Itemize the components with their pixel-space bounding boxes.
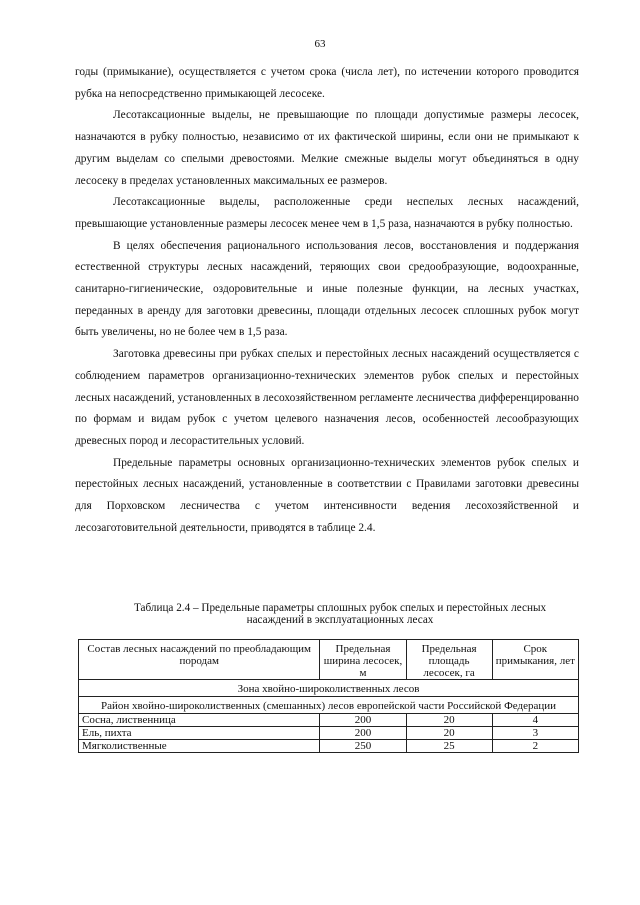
area-cell: 20 [406, 714, 492, 727]
paragraph: годы (примыкание), осуществляется с учетом срока (числа лет), по истечении которого проводится рубка на непосредственно примыкающей лесосеке. [75, 66, 579, 100]
width-cell: 200 [320, 727, 406, 740]
term-cell: 2 [492, 740, 578, 753]
paragraph: Заготовка древесины при рубках спелых и перестойных лесных насаждений осуществляется с соблюдением параметров организационно-технических элементов рубок спелых и перестойных лесных насаждений, установленных в лесохозяйственном регламенте лесничества дифференцированно по формам и видам рубок с учетом целевого назначения лесов, особенностей лесообразующих древесных пород и лесорастительных условий. [75, 348, 579, 447]
column-header: Срок примыкания, лет [492, 640, 578, 680]
table-row [79, 727, 579, 740]
column-header: Предельная площадь лесосек, га [406, 640, 492, 680]
page-number: 63 [314, 38, 326, 50]
width-cell: 200 [320, 714, 406, 727]
table-row [79, 714, 579, 727]
body-text [75, 62, 579, 539]
parameters-table [78, 639, 579, 753]
paragraph: Предельные параметры основных организационно-технических элементов рубок спелых и перестойных лесных насаждений, установленные в соответствии с Правилами заготовки древесины для Порховском лесничества с учетом интенсивности ведения лесохозяйственной и лесозаготовительной деятельности, приводятся в таблице 2.4. [75, 456, 579, 534]
paragraph: Лесотаксационные выделы, расположенные среди неспелых лесных насаждений, превышающие установленные размеры лесосек менее чем в 1,5 раза, назначаются в рубку полностью. [75, 196, 579, 230]
paragraph: В целях обеспечения рационального использования лесов, восстановления и поддержания естественной структуры лесных насаждений, теряющих свои средообразующие, водоохранные, санитарно-гигиенические, оздоровительные и иные полезные функции, на лесных участках, переданных в аренду для заготовки древесины, площади отдельных лесосек сплошных рубок могут быть увеличены, но не более чем в 1,5 раза. [75, 239, 579, 339]
term-cell: 4 [492, 714, 578, 727]
region-cell: Район хвойно-широколиственных (смешанных) лесов европейской части Российской Федерации [79, 697, 579, 714]
area-cell: 25 [406, 740, 492, 753]
species-cell: Ель, пихта [79, 727, 320, 740]
zone-row [79, 680, 579, 697]
paragraph: Лесотаксационные выделы, не превышающие по площади допустимые размеры лесосек, назначаются в рубку полностью, независимо от их фактической ширины, если они не примыкают к другим выделам со спелыми древостоями. Мелкие смежные выделы могут объединяться в одну лесосеку в пределах установленных максимальных ее размеров. [75, 109, 579, 187]
area-cell: 20 [406, 727, 492, 740]
table-caption: Таблица 2.4 – Предельные параметры сплошных рубок спелых и перестойных лесных насаждений в эксплуатационных лесах [133, 602, 547, 626]
table-header-row [79, 640, 579, 680]
zone-cell: Зона хвойно-широколиственных лесов [79, 680, 579, 697]
region-row [79, 697, 579, 714]
column-header: Состав лесных насаждений по преобладающим породам [79, 640, 320, 680]
species-cell: Мягколиственные [79, 740, 320, 753]
species-cell: Сосна, лиственница [79, 714, 320, 727]
column-header: Предельная ширина лесосек, м [320, 640, 406, 680]
width-cell: 250 [320, 740, 406, 753]
term-cell: 3 [492, 727, 578, 740]
table-row [79, 740, 579, 753]
